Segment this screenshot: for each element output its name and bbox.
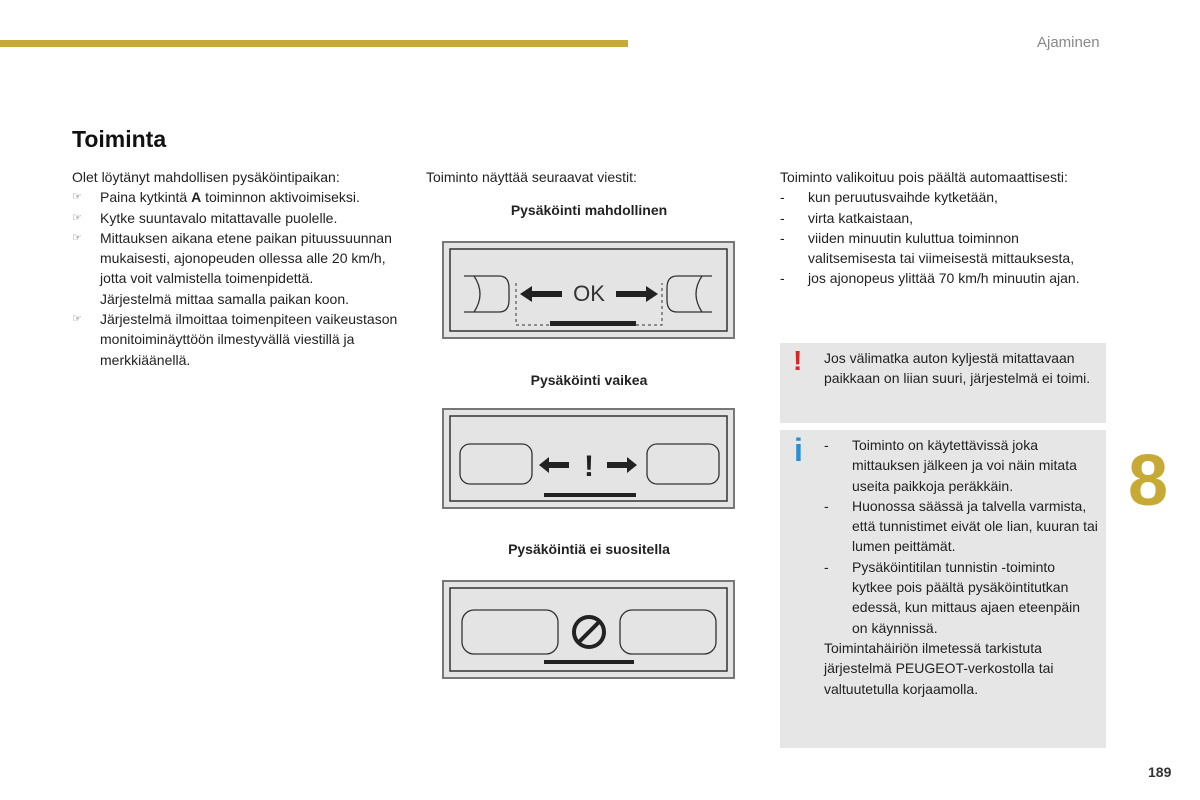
intro-text: Olet löytänyt mahdollisen pysäköintipaikan: — [72, 169, 340, 185]
col2-intro: Toiminto näyttää seuraavat viestit: — [426, 169, 637, 185]
list-item: - virta katkaistaan, — [780, 209, 914, 226]
svg-text:OK: OK — [573, 281, 605, 306]
list-item: - jos ajonopeus ylittää 70 km/h minuutin ajan. — [780, 270, 1080, 287]
svg-text:!: ! — [584, 450, 594, 483]
display-difficult-illustration — [442, 408, 735, 509]
chapter-number: 8 — [1128, 441, 1169, 521]
parking-not-recommended-diagram — [444, 582, 733, 677]
warning-text: Jos välimatka auton kyljestä mitattavaan paikkaan on liian suuri, järjestelmä ei toimi. — [824, 350, 1091, 387]
car-left-icon — [464, 276, 509, 312]
car-right-icon — [667, 276, 712, 312]
list-item: - kun peruutusvaihde kytketään, — [780, 189, 998, 206]
warning-box — [780, 343, 1106, 423]
column-3 — [780, 167, 1110, 289]
list-item: - Huonossa säässä ja talvella varmista, että tunnistimet eivät ole lian, kuuran tai lumen peittämät. — [824, 497, 1098, 555]
car-right-icon — [647, 444, 719, 484]
pointing-hand-icon: ☞ — [72, 313, 82, 326]
info-icon: i — [794, 432, 803, 468]
info-box — [780, 430, 1106, 748]
pointing-hand-icon: ☞ — [72, 191, 82, 204]
caption-parking-possible: Pysäköinti mahdollinen — [510, 202, 668, 218]
display-ok-illustration — [442, 241, 735, 339]
car-right-icon — [620, 610, 716, 654]
info-footer: Toimintahäiriön ilmetessä tarkistuta järjestelmä PEUGEOT-verkostolla tai valtuutetulla korjaamolla. — [824, 639, 1054, 697]
list-item: ☞ Järjestelmä ilmoittaa toimenpiteen vaikeustason monitoiminäyttöön ilmestyvällä viestillä ja merkkiäänellä. — [72, 311, 398, 368]
caption-parking-difficult: Pysäköinti vaikea — [530, 372, 648, 388]
pointing-hand-icon: ☞ — [72, 211, 82, 224]
col3-intro: Toiminto valikoituu pois päältä automaattisesti: — [780, 169, 1068, 185]
parking-difficult-diagram — [444, 410, 733, 507]
list-item: ☞ Kytke suuntavalo mitattavalle puolelle. — [72, 208, 402, 228]
section-title: Ajaminen — [1037, 34, 1100, 51]
car-left-icon — [462, 610, 558, 654]
caption-parking-not-recommended: Pysäköintiä ei suositella — [508, 541, 670, 557]
list-item: - Toiminto on käytettävissä joka mittauksen jälkeen ja voi näin mitata useita paikkoja peräkkäin. — [824, 437, 1077, 494]
warning-icon: ! — [793, 345, 803, 376]
parking-ok-diagram — [444, 243, 733, 337]
display-not-recommended-illustration — [442, 580, 735, 679]
list-item: - Pysäköintitilan tunnistin -toiminto kytkee pois päältä pysäköintitutkan edessä, kun mittaus ajaen eteenpäin on käynnissä. — [824, 558, 1081, 636]
car-left-icon — [460, 444, 532, 484]
header-accent-bar — [0, 40, 628, 47]
page-title: Toiminta — [72, 126, 167, 152]
list-item: ☞ Mittauksen aikana etene paikan pituussuunnan mukaisesti, ajonopeuden ollessa alle 20 km/h, jotta voit valmistella toimenpidettä. Järjestelmä mittaa samalla paikan koon. — [72, 229, 392, 307]
pointing-hand-icon: ☞ — [72, 231, 82, 244]
list-item: - viiden minuutin kuluttua toiminnon valitsemisesta tai viimeisestä mittauksesta, — [780, 229, 1075, 267]
list-item: ☞ Paina kytkintä A toiminnon aktivoimiseksi. — [72, 187, 402, 207]
column-1 — [72, 167, 402, 370]
page-number: 189 — [1148, 764, 1172, 780]
